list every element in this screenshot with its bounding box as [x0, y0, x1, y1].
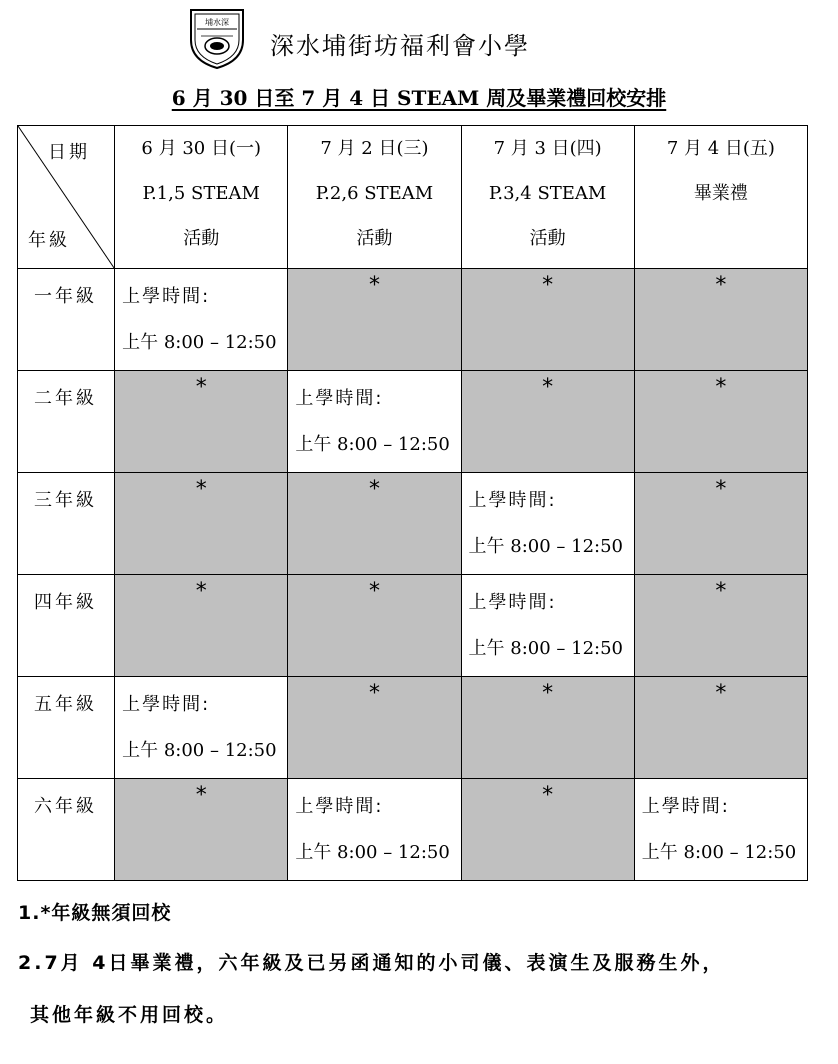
grade-label: 四年級 [34, 592, 97, 613]
no-return-mark: * [368, 273, 380, 298]
grade-label: 二年級 [34, 388, 97, 409]
page-title [0, 82, 838, 111]
note-2-continued: 其他年級不用回校。 [30, 1004, 229, 1026]
no-return-mark: * [195, 579, 207, 604]
school-hours-label: 上學時間: [295, 796, 384, 817]
no-return-mark: * [542, 273, 554, 298]
table-row [18, 269, 808, 371]
column-header-1 [288, 126, 461, 269]
column-event-suffix: 活動 [529, 228, 566, 249]
no-return-mark: * [195, 375, 207, 400]
column-event: 畢業禮 [693, 183, 748, 204]
schedule-body [18, 269, 808, 881]
attendance-cell [461, 575, 634, 677]
no-return-cell [288, 677, 461, 779]
grade-label: 五年級 [34, 694, 97, 715]
no-return-mark: * [715, 477, 727, 502]
column-date: 7 月 3 日(四) [493, 138, 602, 159]
column-date: 6 月 30 日(一) [141, 138, 261, 159]
no-return-cell [288, 473, 461, 575]
no-return-mark: * [368, 579, 380, 604]
no-return-cell [634, 269, 807, 371]
no-return-mark: * [195, 783, 207, 808]
grade-cell [18, 779, 115, 881]
school-name: 深水埔街坊福利會小學 [270, 32, 530, 60]
attendance-cell [288, 779, 461, 881]
grade-label: 一年級 [34, 286, 97, 307]
attendance-cell [115, 269, 288, 371]
no-return-cell [634, 677, 807, 779]
grade-cell [18, 371, 115, 473]
attendance-cell [288, 371, 461, 473]
school-hours-time: 上午 8:00 – 12:50 [295, 842, 450, 863]
column-event-suffix [635, 216, 807, 261]
school-hours-label: 上學時間: [641, 796, 730, 817]
no-return-mark: * [368, 477, 380, 502]
note-2: 2.7月 4日畢業禮，六年級及已另函通知的小司儀、表演生及服務生外， [18, 952, 725, 974]
grade-cell [18, 677, 115, 779]
no-return-cell [634, 575, 807, 677]
no-return-mark: * [542, 681, 554, 706]
no-return-mark: * [195, 477, 207, 502]
school-hours-label: 上學時間: [468, 490, 557, 511]
school-hours-time: 上午 8:00 – 12:50 [122, 740, 277, 761]
table-row [18, 473, 808, 575]
no-return-mark: * [715, 375, 727, 400]
corner-grade-label: 年級 [28, 230, 70, 251]
school-hours-label: 上學時間: [468, 592, 557, 613]
attendance-cell [461, 473, 634, 575]
school-hours-label: 上學時間: [122, 286, 211, 307]
page-title-text: 6 月 30 日至 7 月 4 日 STEAM 周及畢業禮回校安排 [171, 86, 667, 110]
no-return-cell [115, 779, 288, 881]
no-return-mark: * [368, 681, 380, 706]
no-return-cell [461, 677, 634, 779]
column-event: P.3,4 STEAM [488, 183, 607, 204]
school-hours-time: 上午 8:00 – 12:50 [468, 536, 624, 557]
corner-cell [18, 126, 115, 269]
grade-label: 六年級 [34, 796, 97, 817]
no-return-mark: * [715, 681, 727, 706]
no-return-cell [115, 371, 288, 473]
column-header-3 [634, 126, 807, 269]
no-return-cell [634, 473, 807, 575]
school-hours-time: 上午 8:00 – 12:50 [122, 332, 277, 353]
grade-cell [18, 473, 115, 575]
column-header-0 [115, 126, 288, 269]
column-event-suffix: 活動 [183, 228, 220, 249]
grade-cell [18, 575, 115, 677]
no-return-cell [461, 779, 634, 881]
school-hours-time: 上午 8:00 – 12:50 [641, 842, 797, 863]
grade-label: 三年級 [34, 490, 97, 511]
table-row [18, 371, 808, 473]
header-row [18, 126, 808, 269]
no-return-mark: * [542, 783, 554, 808]
table-row [18, 575, 808, 677]
school-hours-label: 上學時間: [122, 694, 211, 715]
no-return-cell [115, 575, 288, 677]
corner-date-label: 日期 [48, 142, 90, 163]
attendance-cell [634, 779, 807, 881]
column-header-2 [461, 126, 634, 269]
school-hours-label: 上學時間: [295, 388, 384, 409]
column-date: 7 月 4 日(五) [666, 138, 775, 159]
table-row [18, 677, 808, 779]
no-return-mark: * [542, 375, 554, 400]
column-event-suffix: 活動 [356, 228, 393, 249]
no-return-mark: * [715, 273, 727, 298]
attendance-cell [115, 677, 288, 779]
no-return-cell [115, 473, 288, 575]
no-return-cell [461, 269, 634, 371]
column-event: P.1,5 STEAM [142, 183, 260, 204]
column-event: P.2,6 STEAM [315, 183, 434, 204]
schedule-table [17, 125, 808, 881]
crest-text: 埔水深 [205, 18, 229, 27]
school-hours-time: 上午 8:00 – 12:50 [295, 434, 450, 455]
note-1: 1.*年級無須回校 [18, 902, 172, 924]
grade-cell [18, 269, 115, 371]
letterhead [0, 0, 838, 70]
column-date: 7 月 2 日(三) [320, 138, 429, 159]
no-return-cell [634, 371, 807, 473]
no-return-mark: * [715, 579, 727, 604]
school-crest-icon [187, 6, 247, 70]
no-return-cell [288, 269, 461, 371]
school-hours-time: 上午 8:00 – 12:50 [468, 638, 624, 659]
no-return-cell [461, 371, 634, 473]
no-return-cell [288, 575, 461, 677]
table-row [18, 779, 808, 881]
